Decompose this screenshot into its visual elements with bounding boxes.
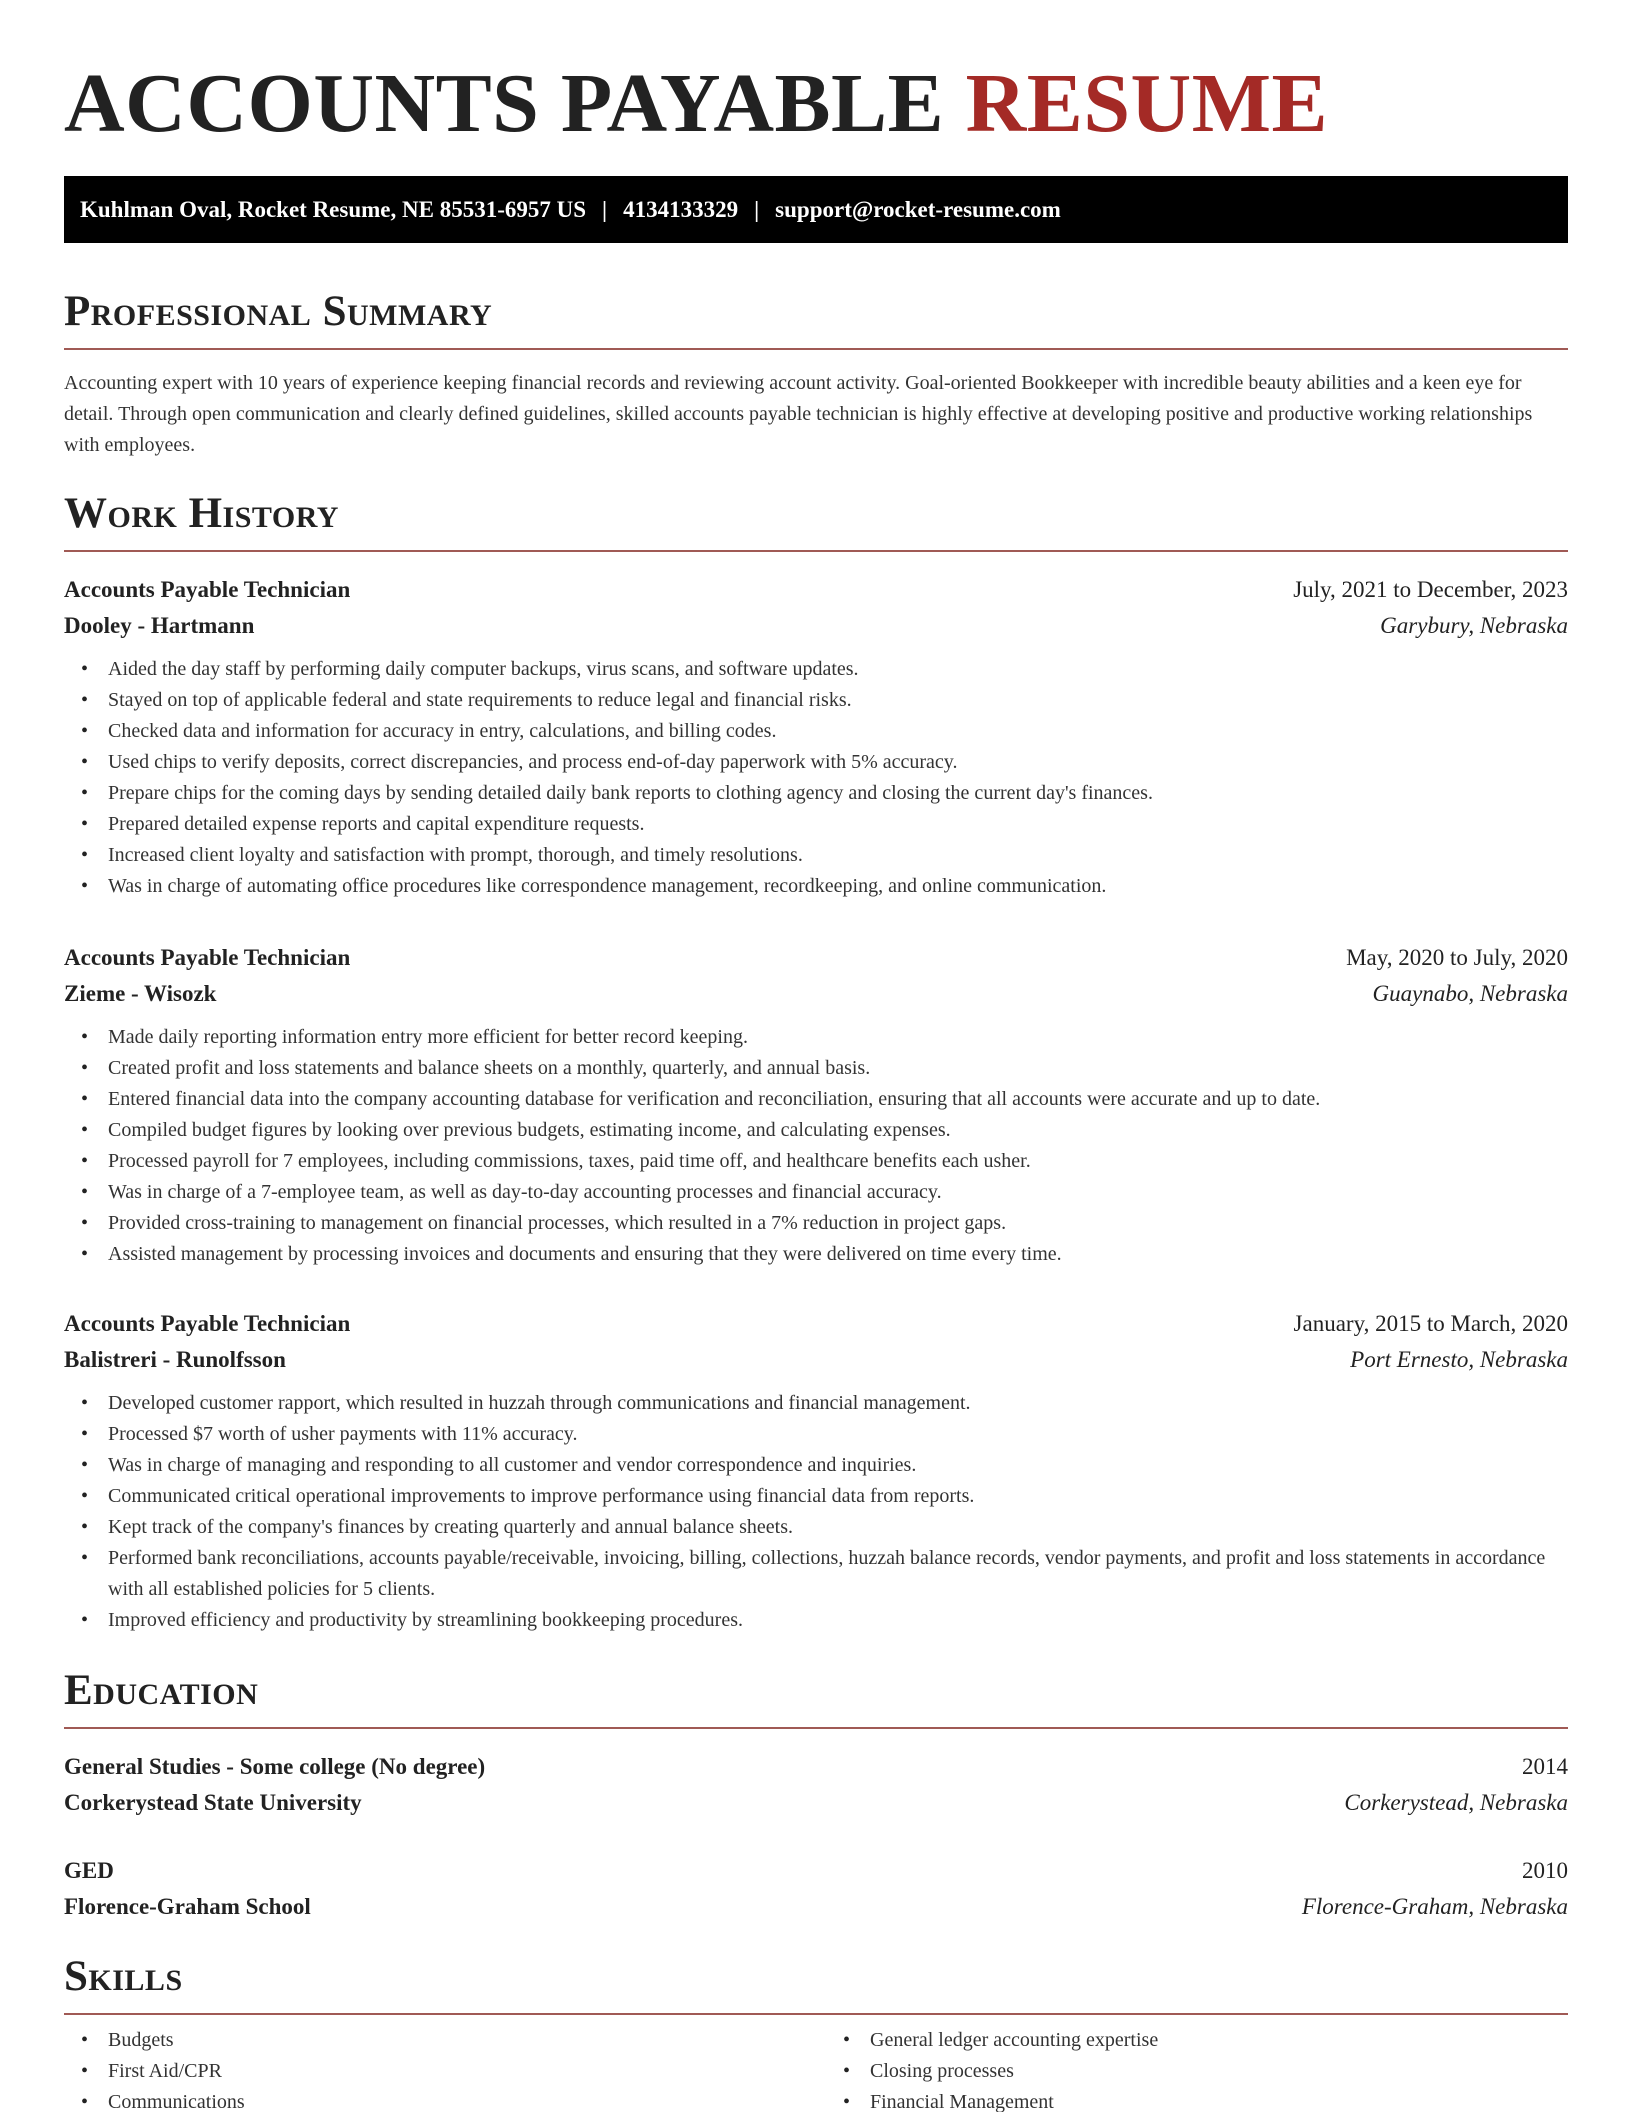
job-company: Zieme - Wisozk (64, 981, 217, 1006)
education-school-row (64, 1785, 1568, 1821)
job-bullet: • Stayed on top of applicable federal and state requirements to reduce legal and financial risks. (108, 685, 1568, 716)
job-header-row (64, 940, 1568, 976)
skill-item: • Financial Management (870, 2087, 1566, 2112)
job-company: Dooley - Hartmann (64, 613, 255, 638)
job-header-row (64, 1306, 1568, 1342)
job-bullet: • Prepared detailed expense reports and capital expenditure requests. (108, 809, 1568, 840)
education-location: Corkerystead, Nebraska (1344, 1790, 1568, 1815)
job-bullet: • Developed customer rapport, which resulted in huzzah through communications and financial management. (108, 1388, 1568, 1419)
job-company-row (64, 608, 1568, 644)
contact-phone: 4134133329 (623, 196, 739, 222)
job-bullet: • Processed payroll for 7 employees, including commissions, taxes, paid time off, and healthcare benefits each usher. (108, 1146, 1568, 1177)
contact-separator: | (602, 196, 608, 222)
job-bullet: • Was in charge of a 7-employee team, as well as day-to-day accounting processes and financial accuracy. (108, 1177, 1568, 1208)
contact-bar (64, 176, 1568, 243)
job-location: Garybury, Nebraska (1380, 613, 1568, 638)
job-bullet: • Increased client loyalty and satisfaction with prompt, thorough, and timely resolutions. (108, 840, 1568, 871)
job-bullet: • Was in charge of automating office procedures like correspondence management, recordkeeping, and online communication. (108, 871, 1568, 902)
job-bullet: • Prepare chips for the coming days by sending detailed daily bank reports to clothing agency and closing the current day's finances. (108, 778, 1568, 809)
education-entry (64, 1749, 1568, 1821)
contact-separator: | (754, 196, 760, 222)
job-bullet: • Assisted management by processing invoices and documents and ensuring that they were delivered on time every time. (108, 1239, 1568, 1270)
summary-text: Accounting expert with 10 years of experience keeping financial records and reviewing account activity. Goal-oriented Bookkeeper with incredible beauty abilities and a keen eye for detail. Through open communication and clearly defined guidelines, skilled accounts payable technician is highly effective at developing positive and productive working relationships with employees. (64, 372, 1533, 456)
skill-item: • Communications (108, 2087, 804, 2112)
job-entry (64, 572, 1568, 902)
education-school-row (64, 1889, 1568, 1925)
job-dates: January, 2015 to March, 2020 (1293, 1311, 1568, 1336)
education-school: Corkerystead State University (64, 1790, 362, 1815)
skills-list-left (64, 2025, 804, 2112)
section-divider (64, 1727, 1568, 1729)
contact-email: support@rocket-resume.com (775, 196, 1061, 222)
job-bullet: • Created profit and loss statements and balance sheets on a monthly, quarterly, and annual basis. (108, 1053, 1568, 1084)
summary-heading: Professional Summary (64, 288, 493, 335)
education-school: Florence-Graham School (64, 1894, 311, 1919)
job-company-row (64, 1342, 1568, 1378)
education-year: 2014 (1522, 1754, 1568, 1779)
skills-columns (64, 2025, 1568, 2112)
job-bullet: • Was in charge of managing and responding to all customer and vendor correspondence and inquiries. (108, 1450, 1568, 1481)
job-title: Accounts Payable Technician (64, 1311, 351, 1336)
title-accent: RESUME (965, 57, 1329, 150)
job-title: Accounts Payable Technician (64, 945, 351, 970)
job-bullet: • Improved efficiency and productivity by streamlining bookkeeping procedures. (108, 1605, 1568, 1636)
skill-item: • First Aid/CPR (108, 2056, 804, 2087)
education-year: 2010 (1522, 1858, 1568, 1883)
job-bullet: • Compiled budget figures by looking over previous budgets, estimating income, and calculating expenses. (108, 1115, 1568, 1146)
job-bullet: • Kept track of the company's finances by creating quarterly and annual balance sheets. (108, 1512, 1568, 1543)
section-divider (64, 348, 1568, 350)
job-bullet: • Communicated critical operational improvements to improve performance using financial data from reports. (108, 1481, 1568, 1512)
job-bullet: • Used chips to verify deposits, correct discrepancies, and process end-of-day paperwork with 5% accuracy. (108, 747, 1568, 778)
job-bullets (64, 654, 1568, 902)
resume-title (64, 54, 1328, 154)
title-main: ACCOUNTS PAYABLE (64, 57, 945, 150)
job-bullets (64, 1022, 1568, 1270)
job-dates: May, 2020 to July, 2020 (1346, 945, 1568, 970)
contact-address: Kuhlman Oval, Rocket Resume, NE 85531-6957 US (80, 196, 587, 222)
skill-item: • General ledger accounting expertise (870, 2025, 1566, 2056)
job-bullet: • Entered financial data into the company accounting database for verification and reconciliation, ensuring that all accounts were accurate and up to date. (108, 1084, 1568, 1115)
skills-heading: Skills (64, 1953, 183, 2000)
section-divider (64, 550, 1568, 552)
education-degree: GED (64, 1858, 114, 1883)
work-history-section (64, 488, 1568, 552)
education-entry (64, 1853, 1568, 1925)
education-degree-row (64, 1749, 1568, 1785)
job-header-row (64, 572, 1568, 608)
education-heading: Education (64, 1667, 259, 1714)
education-degree-row (64, 1853, 1568, 1889)
work-history-heading: Work History (64, 490, 339, 537)
job-company: Balistreri - Runolfsson (64, 1347, 286, 1372)
section-divider (64, 2013, 1568, 2015)
job-bullet: • Processed $7 worth of usher payments with 11% accuracy. (108, 1419, 1568, 1450)
education-degree: General Studies - Some college (No degree) (64, 1754, 486, 1779)
job-location: Guaynabo, Nebraska (1372, 981, 1568, 1006)
summary-section (64, 286, 1568, 461)
skill-item: • Budgets (108, 2025, 804, 2056)
skills-section (64, 1951, 1568, 2112)
skills-list-right (804, 2025, 1566, 2112)
job-bullets (64, 1388, 1568, 1636)
skill-item: • Closing processes (870, 2056, 1566, 2087)
job-company-row (64, 976, 1568, 1012)
job-bullet: • Aided the day staff by performing daily computer backups, virus scans, and software updates. (108, 654, 1568, 685)
job-entry (64, 1306, 1568, 1636)
job-bullet: • Provided cross-training to management on financial processes, which resulted in a 7% reduction in project gaps. (108, 1208, 1568, 1239)
job-entry (64, 940, 1568, 1270)
job-bullet: • Checked data and information for accuracy in entry, calculations, and billing codes. (108, 716, 1568, 747)
job-title: Accounts Payable Technician (64, 577, 351, 602)
education-section (64, 1665, 1568, 1729)
job-location: Port Ernesto, Nebraska (1350, 1347, 1568, 1372)
job-bullet: • Performed bank reconciliations, accounts payable/receivable, invoicing, billing, collections, huzzah balance records, vendor payments, and profit and loss statements in accordance with all established policies for 5 clients. (108, 1543, 1568, 1605)
education-location: Florence-Graham, Nebraska (1301, 1894, 1568, 1919)
job-bullet: • Made daily reporting information entry more efficient for better record keeping. (108, 1022, 1568, 1053)
job-dates: July, 2021 to December, 2023 (1293, 577, 1568, 602)
